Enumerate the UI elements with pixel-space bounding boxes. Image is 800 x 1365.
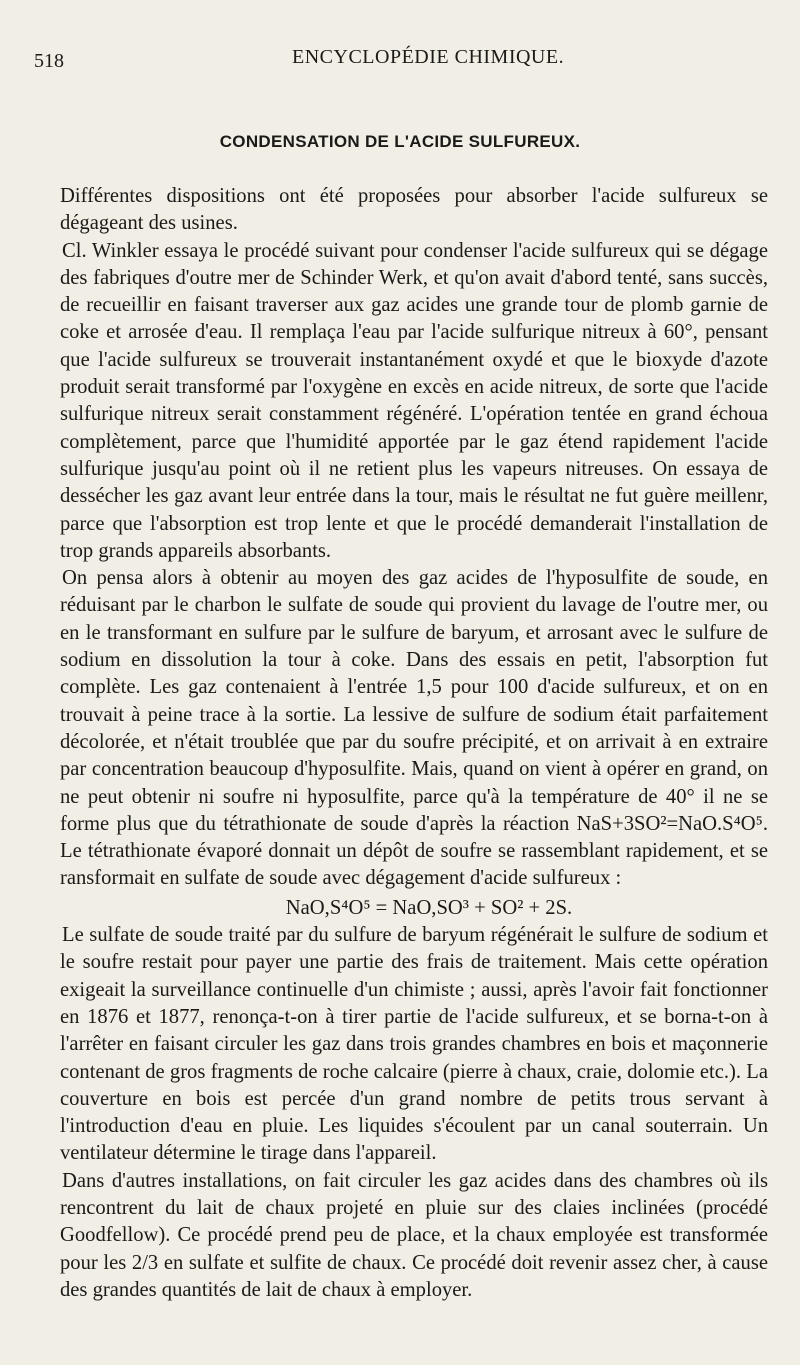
- page-header: [34, 44, 760, 74]
- body-text: [60, 183, 768, 1304]
- section-title: CONDENSATION DE L'ACIDE SULFUREUX.: [219, 132, 581, 151]
- paragraph-goodfellow: Dans d'autres installations, on fait circuler les gaz acides dans des chambres où ils rencontrent du lait de chaux projeté en pluie sur des claies inclinées (procédé Goodfellow). Ce procédé prend peu de place, et la chaux employée est transformée pour les 2/3 en sulfate et sulfite de chaux. Ce procédé doit revenir assez cher, à cause des grandes quantités de lait de chaux à employer.: [60, 1169, 768, 1301]
- paragraph-sulfate: Le sulfate de soude traité par du sulfure de baryum régénérait le sulfure de sodium et le soufre restait pour payer une partie des frais de traitement. Mais cette opération exigeait la surveillance continuelle d'un chimiste ; aussi, après l'avoir fait fonctionner en 1876 et 1877, renonça-t-on à tirer partie de l'acide sulfureux, et se borna-t-on à l'arrêter en faisant circuler les gaz dans trois grandes chambres en bois et maçonnerie contenant de gros fragments de roche calcaire (pierre à chaux, craie, dolomie etc.). La couverture en bois est percée d'un grand nombre de petits trous servant à l'introduction d'eau en pluie. Les liquides s'écoulent par un canal souterrain. Un ventilateur détermine le tirage dans l'appareil.: [60, 924, 768, 1165]
- paragraph-winkler: Cl. Winkler essaya le procédé suivant pour condenser l'acide sulfureux qui se dégage des fabriques d'outre mer de Schinder Werk, et qu'on avait d'abord tenté, sans succès, de recueillir en faisant traverser aux gaz acides une grande tour de plomb garnie de coke et arrosée d'eau. Il remplaça l'eau par l'acide sulfurique nitreux à 60°, pensant que l'acide sulfureux se trouverait instantanément oxydé et que le bioxyde d'azote produit serait transformé par l'oxygène en excès en acide nitreux, de sorte que l'acide sulfurique nitreux serait constamment régénéré. L'opération tentée en grand échoua complètement, parce que l'humidité apportée par le gaz étend rapidement l'acide sulfurique jusqu'au point où il ne retient plus les vapeurs nitreuses. On essaya de dessécher les gaz avant leur entrée dans la tour, mais le résultat ne fut guère meillenr, parce que l'absorption est trop lente et que le procédé demanderait l'installation de trop grands appareils absorbants.: [60, 239, 768, 562]
- paragraph-hyposulfite: On pensa alors à obtenir au moyen des gaz acides de l'hyposulfite de soude, en réduisant par le charbon le sulfate de soude qui provient du lavage de l'outre mer, ou en le transformant en sulfure par le sulfure de baryum, et arrosant avec le sulfure de sodium en dissolution la tour à coke. Dans des essais en petit, l'absorption fut complète. Les gaz contenaient à l'entrée 1,5 pour 100 d'acide sulfureux, et on en trouvait à peine trace à la sortie. La lessive de sulfure de sodium était parfaitement décolorée, et n'était troublée que par du soufre précipité, et on arrivait à en extraire par concentration beaucoup d'hyposulfite. Mais, quand on vient à opérer en grand, on ne peut obtenir ni soufre ni hyposulfite, parce qu'à la température de 40° il ne se forme plus que du tétrathionate de soude d'après la réaction NaS+3SO²=NaO.S⁴O⁵. Le tétrathionate évaporé donnait un dépôt de soufre se rassemblant rapidement, et se ransformait en sulfate de soude avec dégagement d'acide sulfureux :: [60, 567, 768, 890]
- page-number: 518: [34, 50, 64, 72]
- paragraph-intro: Différentes dispositions ont été proposées pour absorber l'acide sulfureux se dégageant des usines.: [60, 185, 768, 235]
- chemical-formula: NaO,S⁴O⁵ = NaO,SO³ + SO² + 2S.: [285, 896, 573, 919]
- running-title: ENCYCLOPÉDIE CHIMIQUE.: [292, 46, 565, 68]
